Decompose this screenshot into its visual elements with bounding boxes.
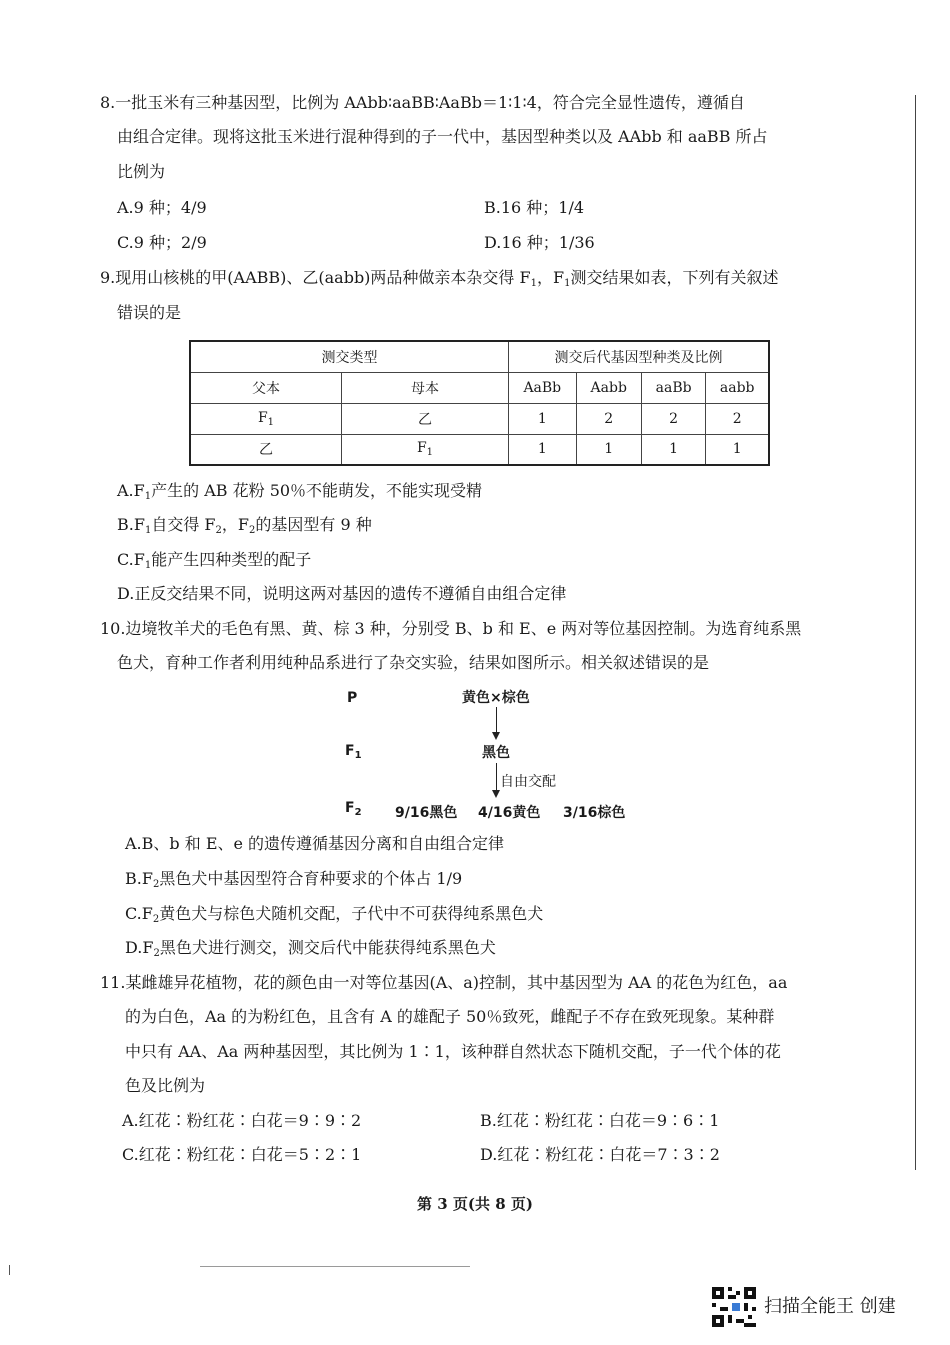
- q8-option-c: C.9 种；2/9: [117, 233, 207, 252]
- arrow-down-icon: [492, 732, 500, 740]
- q10-option-d: $D.F_2$黑色犬进行测交，测交后代中能获得纯系黑色犬: [125, 938, 496, 959]
- q8-line1: 8.一批玉米有三种基因型，比例为 AAbb∶aaBB∶AaBb＝1∶1∶4，符合完全显性遗传，遵循自: [100, 93, 745, 112]
- diagram-f1-label: $F_1$: [345, 743, 362, 761]
- q8-line2: 由组合定律。现将这批玉米进行混种得到的子一代中，基因型种类以及 AAbb 和 aaBB 所占: [117, 127, 768, 146]
- q10-option-b: $B.F_2$黑色犬中基因型符合育种要求的个体占 1/9: [125, 869, 463, 890]
- table-cell: 1: [509, 403, 577, 434]
- q11-option-a: A.红花∶粉红花∶白花＝9∶9∶2: [122, 1111, 362, 1130]
- q9-option-d: D.正反交结果不同，说明这两对基因的遗传不遵循自由组合定律: [117, 584, 567, 603]
- table-cell: $F_1$: [342, 434, 509, 465]
- diagram-f1-result: 黑色: [482, 745, 510, 761]
- table-cell: 2: [576, 403, 641, 434]
- diagram-p-label: P: [347, 690, 358, 706]
- page-number: 第 3 页(共 8 页): [417, 1195, 533, 1213]
- table-row: [190, 403, 769, 434]
- q9-line1: 9.现用山核桃的甲(AABB)、乙(aabb)两品种做亲本杂交得 $F_1$，$F_1$测交结果如表，下列有关叙述: [100, 268, 779, 289]
- q11-option-b: B.红花∶粉红花∶白花＝9∶6∶1: [480, 1111, 720, 1130]
- table-cell: 1: [509, 434, 577, 465]
- table-col-mother: 母本: [342, 372, 509, 403]
- q9-option-b: $B.F_1$自交得 $F_2$，$F_2$的基因型有 9 种: [117, 515, 372, 536]
- q10-option-a: A.B、b 和 E、e 的遗传遵循基因分离和自由组合定律: [125, 834, 505, 853]
- arrow-line: [496, 707, 497, 733]
- table-col-genotype: Aabb: [576, 372, 641, 403]
- margin-tick-left: [9, 1265, 10, 1275]
- q8-line3: 比例为: [117, 162, 166, 181]
- q9-option-c: $C.F_1$能产生四种类型的配子: [117, 550, 312, 571]
- arrow-line: [496, 763, 497, 791]
- diagram-f2-result: 4/16黄色: [478, 805, 541, 821]
- diagram-f2-result: 9/16黑色: [395, 805, 458, 821]
- table-col-genotype: aabb: [706, 372, 769, 403]
- bottom-rule: [200, 1266, 470, 1267]
- table-cell: $F_1$: [190, 403, 342, 434]
- arrow-down-icon: [492, 790, 500, 798]
- q8-option-b: B.16 种；1/4: [484, 198, 585, 217]
- diagram-f2-result: 3/16棕色: [563, 805, 626, 821]
- table-cell: 2: [641, 403, 706, 434]
- table-col-father: 父本: [190, 372, 342, 403]
- table-cell: 乙: [190, 434, 342, 465]
- q9-line2: 错误的是: [117, 303, 182, 322]
- diagram-step: 自由交配: [500, 774, 556, 790]
- qr-code-icon: [712, 1287, 756, 1327]
- table-cell: 1: [641, 434, 706, 465]
- q11-option-d: D.红花∶粉红花∶白花＝7∶3∶2: [480, 1145, 720, 1164]
- q10-line1: 10.边境牧羊犬的毛色有黑、黄、棕 3 种，分别受 B、b 和 E、e 两对等位基因控制。为选育纯系黑: [100, 619, 802, 638]
- table-cell: 1: [706, 434, 769, 465]
- scanner-watermark: 扫描全能王 创建: [764, 1296, 896, 1317]
- table-cell: 2: [706, 403, 769, 434]
- table-cell: 1: [576, 434, 641, 465]
- q8-option-d: D.16 种；1/36: [484, 233, 595, 252]
- table-col-genotype: aaBb: [641, 372, 706, 403]
- q9-option-a: $A.F_1$产生的 AB 花粉 50％不能萌发，不能实现受精: [117, 481, 483, 502]
- table-header-left: 测交类型: [190, 341, 509, 372]
- margin-rule-right: [915, 95, 916, 1170]
- testcross-table: [189, 340, 770, 466]
- q11-line3: 中只有 AA、Aa 两种基因型，其比例为 1∶1，该种群自然状态下随机交配，子一代个体的花: [125, 1042, 781, 1061]
- q11-line4: 色及比例为: [125, 1076, 206, 1095]
- q8-option-a: A.9 种；4/9: [117, 198, 207, 217]
- table-col-genotype: AaBb: [509, 372, 577, 403]
- q11-line2: 的为白色，Aa 的为粉红色，且含有 A 的雄配子 50％致死，雌配子不存在致死现象。某种群: [125, 1007, 775, 1026]
- table-header-right: 测交后代基因型种类及比例: [509, 341, 770, 372]
- diagram-cross: 黄色×棕色: [462, 690, 530, 706]
- table-row: [190, 434, 769, 465]
- table-cell: 乙: [342, 403, 509, 434]
- q11-option-c: C.红花∶粉红花∶白花＝5∶2∶1: [122, 1145, 362, 1164]
- q10-option-c: $C.F_2$黄色犬与棕色犬随机交配，子代中不可获得纯系黑色犬: [125, 904, 544, 925]
- q11-line1: 11.某雌雄异花植物，花的颜色由一对等位基因(A、a)控制，其中基因型为 AA 的花色为红色，aa: [100, 973, 788, 992]
- diagram-f2-label: $F_2$: [345, 800, 362, 818]
- q10-line2: 色犬，育种工作者利用纯种品系进行了杂交实验，结果如图所示。相关叙述错误的是: [117, 653, 710, 672]
